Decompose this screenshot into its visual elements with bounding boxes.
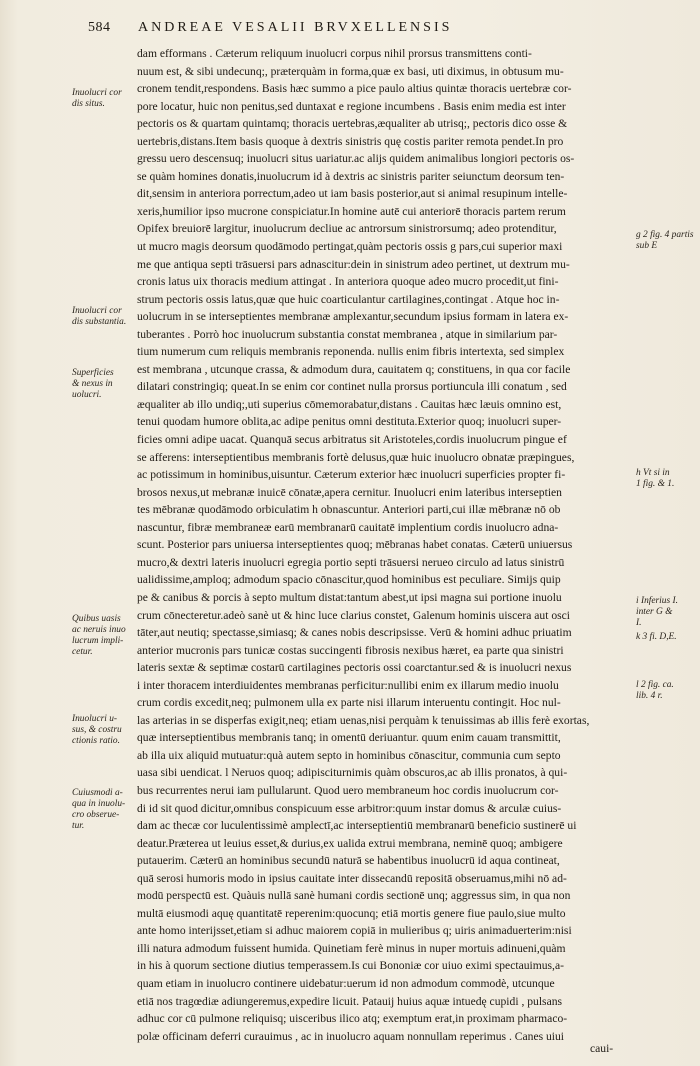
margin-note-line: Cuiusmodi a- [72, 788, 123, 798]
text-line: mucro,& dextri lateris inuolucri egregia portio septi trāsuersi nerueo circulo ad latus sinistrū [137, 555, 565, 569]
body-text [137, 45, 629, 1045]
text-line: ut mucro magis deorsum quodāmodo pertingat,quàm pectoris ossis g pars,cui superior maxi [137, 240, 563, 254]
text-line: pore locatur, huic non penitus,sed duntaxat e regione incumbens . Basis enim media est inter [137, 99, 566, 113]
margin-note-line: sus, & costru [72, 725, 122, 735]
text-line: tes mēbranæ quodāmodo orbiculatim h obnascuntur. Anteriori parti,cui illæ mēbranæ nō ob [137, 503, 561, 517]
text-line: Opifex breuiorē largitur, inuolucrum decliue ac antrorsum sinistrorsumq; adeo protenditur, [137, 222, 557, 236]
text-line: dit,sensim in anteriora porrectum,adeo ut iam basis posterior,aut si animal resupinum intelle- [137, 187, 568, 201]
margin-note [72, 614, 126, 658]
margin-note-line: ctionis ratio. [72, 736, 120, 746]
text-line: quā serosi humoris modo in ipsius cauitate inter dissecandū repositā obseruamus,mihi nō ad- [137, 871, 567, 885]
text-line: me que antiqua septi trāsuersi pars adnascitur:dein in sinistrum adeo pertinet, ut dextrum mu- [137, 257, 570, 271]
text-line: adhuc cor cū pulmone reliquisq; uisceribus ilico atq; exemptum erat,in proximam pharmaco- [137, 1012, 568, 1026]
margin-note-line: lib. 4 r. [636, 691, 663, 701]
page-number: 584 [88, 20, 111, 35]
margin-note-line: Inuolucri cor [72, 88, 122, 98]
margin-note-line: k 3 fi. D,E. [636, 632, 677, 642]
text-line: strum pectoris ossis latus,quæ que huic coarticulantur cartilagines,contingat . Atque hoc in- [137, 292, 560, 306]
margin-note-line: & nexus in [72, 379, 113, 389]
margin-note-line: cetur. [72, 647, 93, 657]
text-line: xeris,humilior ipso mucrone conspiciatur.In homine autē cui anteriorē thoracis partem rerum [137, 204, 566, 218]
text-line: cronem tendit,respondens. Basis hæc summo a pice paulo altius quintæ thoracis uertebræ cor- [137, 82, 572, 96]
text-line: i inter thoracem interdiuidentes membranas perficitur:nullibi enim ex illarum medio inuolu [137, 678, 559, 692]
margin-note-line: cro obserue- [72, 810, 120, 820]
text-line: uolucrum in se interseptientes membranæ amplexantur,secundum ipsius formam in latera ex- [137, 310, 569, 324]
text-line: tium numerum cum reliquis membranis reponenda. nullis enim fibris intertexta, sed simplex [137, 345, 565, 359]
margin-note-line: dis substantia. [72, 317, 127, 327]
text-line: ualidissime,amploq; admodum spacio cōnascitur,quod hominibus est peculiare. Simijs quip [137, 573, 561, 587]
catchword: caui- [590, 1042, 614, 1055]
margin-note-line: h Vt si in [636, 468, 670, 478]
text-line: ficies omni adipe uacat. Quanquā secus arbitratus sit Aristoteles,cordis inuolucrum pingue ef [137, 433, 567, 447]
margin-note-line: Superficies [72, 368, 114, 378]
text-line: tuberantes . Porrò hoc inuolucrum substantia constat membranea , atque in similarium par- [137, 327, 558, 341]
margin-note [72, 88, 122, 110]
text-line: uasa sibi uendicat. l Neruos quoq; adipisciturnimis quàm obscuros,ac ab illis pronatos, à qui- [137, 766, 568, 780]
text-line: cronis latus uix thoracis medium attingat . In anteriora quoque adeo mucro procedit,ut fini- [137, 275, 559, 289]
margin-note-line: Inuolucri cor [72, 306, 122, 316]
text-line: crum cōnecteretur.adeò sanè ut & hinc luce clarius constet, Galenum hominis uiscera aut osci [137, 608, 571, 622]
margin-note-line: sub E [636, 241, 658, 251]
margin-note-line: 1 fig. & 1. [636, 479, 675, 489]
text-line: est membrana , utcunque crassa, & admodum dura, cauitatem q; constituens, in qua cor facile [137, 362, 571, 376]
margin-note-line: tur. [72, 821, 85, 831]
text-line: scunt. Posterior pars uniuersa interseptientes quoq; mēbranas habet conatas. Cæterū uniuersus [137, 538, 573, 552]
margin-note-line: inter G & [636, 607, 673, 617]
margin-note-line: qua in inuolu- [72, 799, 126, 809]
text-line: tāter,aut neutiq; spectasse,simiasq; & canes nobis descripsisse. Verū & homini adhuc priuatim [137, 626, 572, 640]
margin-note-line: i Inferius I. [636, 596, 678, 606]
page-header [88, 20, 628, 40]
text-line: dam ac thecæ cor luculentissimè amplectī,ac interseptientiū membranarū beneficio sustinerē ui [137, 819, 577, 833]
text-line: polæ officinam deferri curauimus , ac in inuolucro aquam nonnullam reperimus . Canes uiui [137, 1029, 565, 1043]
text-line: tenui quodam humore oblita,ac adipe penitus omni destituta.Exterior quoq; inuolucri super- [137, 415, 562, 429]
margin-note-line: lucrum impli- [72, 636, 124, 646]
margin-note-line: ac neruis inuo [72, 625, 126, 635]
margin-note [636, 468, 674, 490]
text-line: lateris sextæ & septimæ costarū cartilagines pectoris ossi coarctantur.sed & is inuolucri nexus [137, 661, 572, 675]
text-line: nuum est, & sibi undecunq;, præterquàm in forma,quæ ex basi, uti diximus, in obtusum mu- [137, 64, 564, 78]
text-line: ante homo interijsset,etiam si adhuc maiorem copiā in mulieribus q; uiris animaduerterim:nisi [137, 924, 572, 938]
text-line: quam etiam in inuolucro continere uidebatur:uerum id non admodum commodè, utcunque [137, 976, 555, 990]
text-line: gressu uero descensuq; inuolucri situs uariatur.ac alijs quidem animalibus longiori pectoris os- [137, 152, 575, 166]
margin-note-line: l 2 fig. ca. [636, 680, 674, 690]
text-line: putauerim. Cæterū an hominibus secundū naturā se habentibus inuolucrū id aqua contineat, [137, 854, 560, 868]
text-line: æqualiter ab illo undiq;,uti superius cōmemorabatur,distans . Cauitas hæc læuis omnino est, [137, 397, 562, 411]
text-line: pe & canibus & porcis à septo multum distat:tantum abest,ut ipsi magna sui portione inuolu [137, 590, 562, 604]
text-line: ab illa uix aliquid mutuatur:quà autem septo in hominibus cōnascitur, communia cum septo [137, 748, 561, 762]
running-head: ANDREAE VESALII BRVXELLENSIS [138, 20, 453, 35]
text-line: nascuntur, fibræ membraneæ earū membranarū cauitatē implentium cordis inuolucro adna- [137, 520, 559, 534]
margin-note [636, 680, 674, 702]
text-line: di id sit quod dicitur,omnibus conspicuum esse arbitror:quum instar domus & arculæ cuius- [137, 801, 562, 815]
text-line: quæ interseptientibus membranis tanq; in omentū deriuantur. quum enim cauam transmittit, [137, 731, 561, 745]
text-line: las arterias in se disperfas exigit,neq; etiam uenas,nisi perquàm k tenuissimas ab illis ferè exortas, [137, 713, 590, 727]
margin-note-line: I. [636, 618, 642, 628]
text-line: illi natura admodum fuissent humida. Quinetiam ferè minus in nuper mortuis adinueni,quàm [137, 941, 566, 955]
text-line: deatur.Præterea ut leuius esset,& durius,ex ualida extrui membrana, neminē quoq; ambigere [137, 836, 563, 850]
text-line: uertebris,distans.Item basis quoque à dextris sinistris quę costis pariter remota pendet.In pro [137, 134, 564, 148]
text-line: anterior mucronis pars tunicæ costas succingenti fibrosis nexibus hæret, ea parte qua sinistri [137, 643, 564, 657]
margin-note [636, 230, 694, 252]
text-line: pectoris os & quartam quintamq; thoracis uertebras,æqualiter ab utrisq;, pectoris dico osse & [137, 117, 568, 131]
text-line: se afferens: interseptientibus membranis fortè delusus,quæ huic inuolucro obnatæ præpingues, [137, 450, 575, 464]
margin-note [636, 596, 678, 629]
margin-note-line: g 2 fig. 4 partis [636, 230, 694, 240]
text-line: dam efformans . Cæterum reliquum inuolucri corpus nihil prorsus transmittens conti- [137, 47, 532, 60]
text-line: brosos nexus,ut mebranæ inuicē cōnatæ,apera cernitur. Inuolucri enim lateribus interseptien [137, 485, 562, 499]
margin-note-line: Quibus uasis [72, 614, 121, 624]
text-line: ac potissimum in hominibus,uisuntur. Cæterum exterior hæc inuolucri superficies propter fi- [137, 468, 566, 482]
text-line: modū perspectū est. Quàuis nullā sanè humani cordis sectionē unq; aggressus sim, in qua non [137, 889, 571, 903]
margin-note [72, 306, 126, 328]
margin-note [72, 714, 122, 747]
margin-note-line: uolucri. [72, 390, 102, 400]
margin-note-line: Inuolucri u- [72, 714, 118, 724]
margin-note [72, 788, 125, 832]
text-line: multā eiusmodi aquę quantitatē reperenim:quocunq; etiā mortis genere fiue paulo,siue multo [137, 906, 566, 920]
margin-note [72, 368, 114, 401]
text-line: in his à quorum sectione diutius temperassem.Is cui Bononiæ cor uiuo eximi spectauimus,a- [137, 959, 564, 973]
text-line: dilatari constringiq; queat.In se enim cor continet nulla prorsus portiuncula illi conatum , sed [137, 380, 567, 394]
margin-note-line: dis situs. [72, 99, 105, 109]
text-line: se quàm homines donatis,inuolucrum id à dextris ac sinistris pariter seiunctum deorsum ten- [137, 169, 565, 183]
text-line: bus recurrentes nerui iam pullularunt. Quod uero membraneum hoc cordis inuolucrum cor- [137, 783, 559, 797]
margin-note [636, 632, 677, 643]
text-line: etiā nos tragœdiæ adiungeremus,expedire licuit. Patauij huius aquæ intuedę cupidi , pulsans [137, 994, 563, 1008]
text-line: crum cordis excedit,neq; pulmonem ulla ex parte nisi illarum interuentu contingit. Hoc nul- [137, 696, 561, 710]
